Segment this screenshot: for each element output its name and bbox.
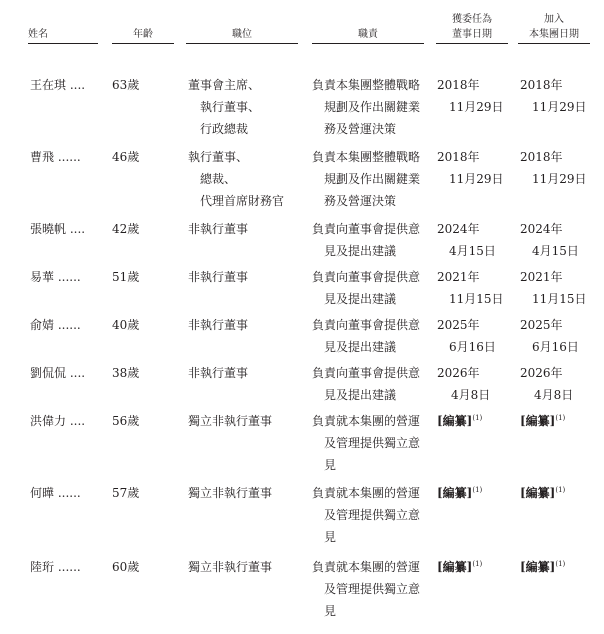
header-duty xyxy=(312,27,424,42)
date-day: 11月29日 xyxy=(449,172,504,186)
director-position: 獨立非執行董事 xyxy=(188,414,273,428)
director-duty xyxy=(312,146,420,212)
date-day: 4月15日 xyxy=(449,244,496,258)
director-position: 非執行董事 xyxy=(188,222,249,236)
director-age: 57歲 xyxy=(112,486,140,500)
join-date xyxy=(520,482,565,504)
duty-line: 負責就本集團的營運 xyxy=(312,560,421,574)
date-year: 2021年 xyxy=(437,270,480,284)
join-date xyxy=(520,146,587,190)
duty-line: 務及營運決策 xyxy=(324,194,397,208)
header-rule-duty xyxy=(312,43,424,44)
appointed-date xyxy=(437,146,504,190)
date-year: 2025年 xyxy=(437,318,480,332)
director-age: 51歲 xyxy=(112,270,140,284)
footnote-marker: (1) xyxy=(555,486,566,494)
date-day: 6月16日 xyxy=(449,340,496,354)
director-age: 42歲 xyxy=(112,222,140,236)
header-rule-appointed xyxy=(436,43,508,44)
director-name: 劉侃侃 .... xyxy=(30,366,86,380)
director-position: 非執行董事 xyxy=(188,318,249,332)
join-date xyxy=(520,314,579,358)
duty-line: 見及提出建議 xyxy=(324,292,397,306)
position-line: 執行董事、 xyxy=(200,100,261,114)
director-age: 63歲 xyxy=(112,78,140,92)
header-appointed-date xyxy=(436,12,508,42)
duty-line: 見及提出建議 xyxy=(324,340,397,354)
date-day: 4月8日 xyxy=(534,388,574,402)
duty-line: 見 xyxy=(324,530,337,544)
appointed-date xyxy=(437,314,496,358)
director-name: 曹飛 ...... xyxy=(30,150,81,164)
duty-line: 務及營運決策 xyxy=(324,122,397,136)
date-day: 6月16日 xyxy=(532,340,579,354)
header-name-label: 姓名 xyxy=(28,29,48,40)
director-position: 非執行董事 xyxy=(188,270,249,284)
date-year: 2018年 xyxy=(520,78,563,92)
director-duty xyxy=(312,218,420,262)
appointed-date xyxy=(437,410,482,432)
header-position-label: 職位 xyxy=(232,29,252,40)
date-year: 2018年 xyxy=(437,150,480,164)
director-position: 獨立非執行董事 xyxy=(188,486,273,500)
director-position: 非執行董事 xyxy=(188,366,249,380)
appointed-date xyxy=(437,218,496,262)
director-name: 王在琪 .... xyxy=(30,78,86,92)
header-rule-position xyxy=(186,43,298,44)
redacted-text: [編纂] xyxy=(520,560,556,574)
position-line: 代理首席財務官 xyxy=(200,194,285,208)
director-duty xyxy=(312,482,420,548)
position-line: 總裁、 xyxy=(200,172,237,186)
duty-line: 負責向董事會提供意 xyxy=(312,270,421,284)
join-date xyxy=(520,410,565,432)
appointed-date xyxy=(437,74,504,118)
date-year: 2018年 xyxy=(520,150,563,164)
header-rule-join xyxy=(518,43,590,44)
header-rule-name xyxy=(28,43,98,44)
appointed-date xyxy=(437,266,504,310)
director-position xyxy=(188,74,260,140)
date-year: 2024年 xyxy=(520,222,563,236)
join-date xyxy=(520,362,573,406)
header-appointed-line2: 董事日期 xyxy=(452,29,492,40)
duty-line: 負責就本集團的營運 xyxy=(312,414,421,428)
header-duty-label: 職責 xyxy=(358,29,378,40)
duty-line: 及管理提供獨立意 xyxy=(324,436,421,450)
position-line: 董事會主席、 xyxy=(188,78,261,92)
director-position: 獨立非執行董事 xyxy=(188,560,273,574)
duty-line: 及管理提供獨立意 xyxy=(324,508,421,522)
header-position xyxy=(186,27,298,42)
appointed-date xyxy=(437,362,490,406)
appointed-date xyxy=(437,482,482,504)
header-name xyxy=(28,27,98,42)
director-position xyxy=(188,146,284,212)
director-name: 何曄 ...... xyxy=(30,486,81,500)
join-date xyxy=(520,266,587,310)
header-join-date xyxy=(518,12,590,42)
director-duty xyxy=(312,362,420,406)
header-join-line1: 加入 xyxy=(544,14,564,25)
date-day: 11月29日 xyxy=(532,100,587,114)
director-name: 張曉帆 .... xyxy=(30,222,86,236)
date-day: 11月29日 xyxy=(532,172,587,186)
duty-line: 規劃及作出關鍵業 xyxy=(324,172,421,186)
redacted-text: [編纂] xyxy=(437,560,473,574)
date-year: 2026年 xyxy=(437,366,480,380)
date-year: 2025年 xyxy=(520,318,563,332)
footnote-marker: (1) xyxy=(555,560,566,568)
position-line: 執行董事、 xyxy=(188,150,249,164)
date-day: 11月15日 xyxy=(532,292,587,306)
director-name: 陸珩 ...... xyxy=(30,560,81,574)
position-line: 行政總裁 xyxy=(200,122,249,136)
appointed-date xyxy=(437,556,482,578)
duty-line: 規劃及作出關鍵業 xyxy=(324,100,421,114)
duty-line: 負責向董事會提供意 xyxy=(312,318,421,332)
redacted-text: [編纂] xyxy=(520,414,556,428)
duty-line: 負責本集團整體戰略 xyxy=(312,150,421,164)
header-rule-age xyxy=(112,43,174,44)
director-name: 洪偉力 .... xyxy=(30,414,86,428)
duty-line: 負責向董事會提供意 xyxy=(312,366,421,380)
date-year: 2021年 xyxy=(520,270,563,284)
join-date xyxy=(520,556,565,578)
duty-line: 負責就本集團的營運 xyxy=(312,486,421,500)
footnote-marker: (1) xyxy=(472,414,483,422)
header-appointed-line1: 獲委任為 xyxy=(452,14,492,25)
director-duty xyxy=(312,74,420,140)
duty-line: 見及提出建議 xyxy=(324,244,397,258)
director-duty xyxy=(312,314,420,358)
director-duty xyxy=(312,266,420,310)
duty-line: 見 xyxy=(324,604,337,618)
director-age: 40歲 xyxy=(112,318,140,332)
date-day: 4月8日 xyxy=(451,388,491,402)
footnote-marker: (1) xyxy=(555,414,566,422)
director-duty xyxy=(312,410,420,476)
header-join-line2: 本集團日期 xyxy=(529,29,579,40)
join-date xyxy=(520,74,587,118)
join-date xyxy=(520,218,579,262)
footnote-marker: (1) xyxy=(472,486,483,494)
duty-line: 負責本集團整體戰略 xyxy=(312,78,421,92)
duty-line: 負責向董事會提供意 xyxy=(312,222,421,236)
duty-line: 及管理提供獨立意 xyxy=(324,582,421,596)
header-age-label: 年齡 xyxy=(133,29,153,40)
director-age: 60歲 xyxy=(112,560,140,574)
redacted-text: [編纂] xyxy=(437,414,473,428)
director-duty xyxy=(312,556,420,622)
redacted-text: [編纂] xyxy=(437,486,473,500)
duty-line: 見及提出建議 xyxy=(324,388,397,402)
director-age: 46歲 xyxy=(112,150,140,164)
date-year: 2018年 xyxy=(437,78,480,92)
footnote-marker: (1) xyxy=(472,560,483,568)
director-age: 56歲 xyxy=(112,414,140,428)
redacted-text: [編纂] xyxy=(520,486,556,500)
director-age: 38歲 xyxy=(112,366,140,380)
header-age xyxy=(112,27,174,42)
date-day: 4月15日 xyxy=(532,244,579,258)
director-name: 易華 ...... xyxy=(30,270,81,284)
date-year: 2026年 xyxy=(520,366,563,380)
director-name: 俞婧 ...... xyxy=(30,318,81,332)
date-year: 2024年 xyxy=(437,222,480,236)
duty-line: 見 xyxy=(324,458,337,472)
date-day: 11月29日 xyxy=(449,100,504,114)
date-day: 11月15日 xyxy=(449,292,504,306)
